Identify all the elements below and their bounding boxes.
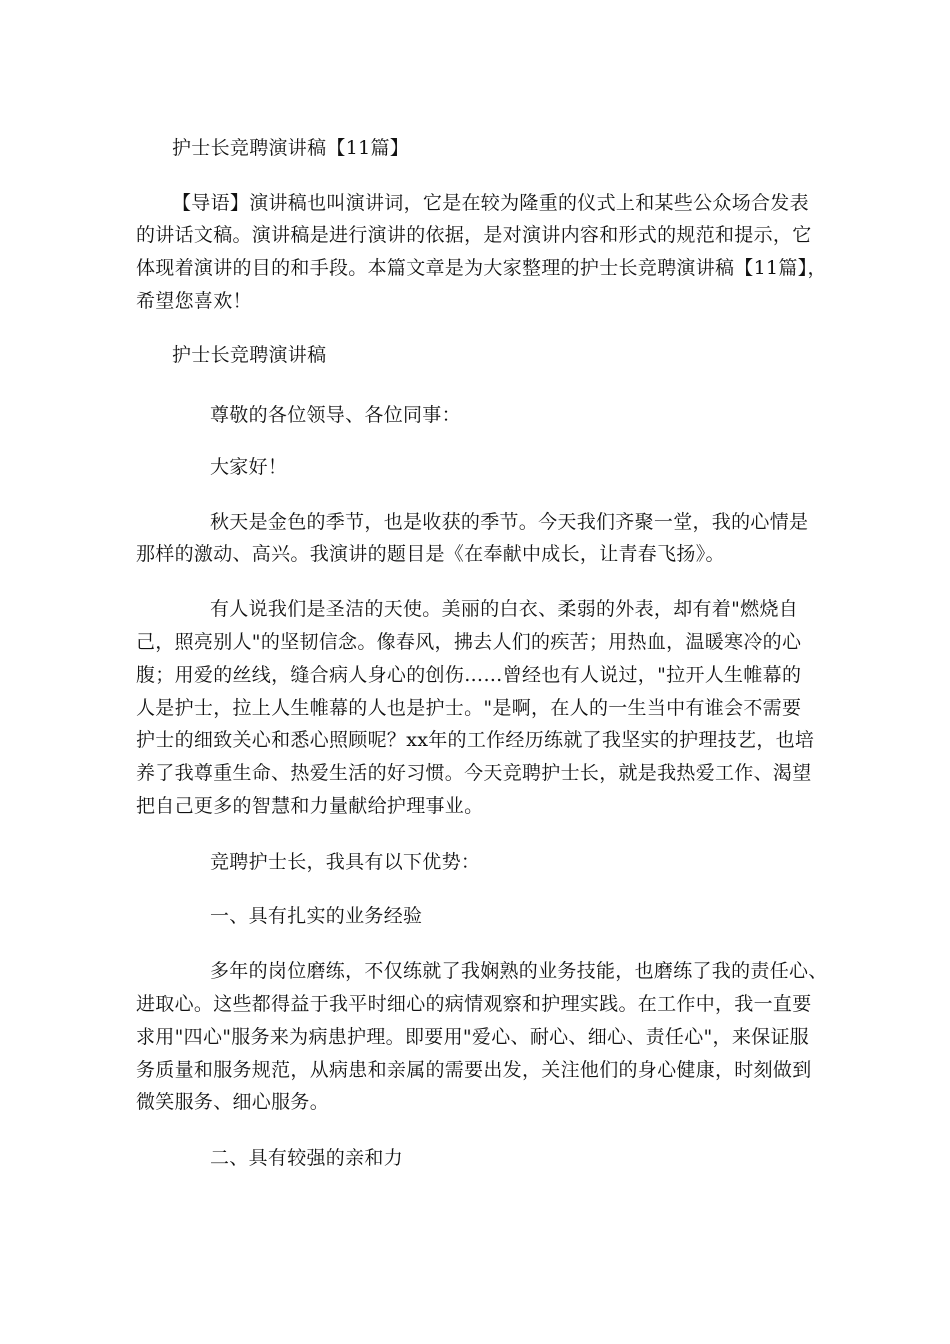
greeting: 大家好！ xyxy=(210,456,288,478)
intro-line-3: 体现着演讲的目的和手段。本篇文章是为大家整理的护士长竞聘演讲稿【11篇】， xyxy=(136,257,827,279)
intro-line-2: 的讲话文稿。演讲稿是进行演讲的依据，是对演讲内容和形式的规范和提示，它 xyxy=(136,224,812,246)
paragraph2-line-6: 养了我尊重生命、热爱生活的好习惯。今天竞聘护士长，就是我热爱工作、渴望 xyxy=(136,762,812,784)
section-title: 护士长竞聘演讲稿 xyxy=(172,344,327,366)
paragraph2-line-4: 人是护士，拉上人生帷幕的人也是护士。"是啊，在人的一生当中有谁会不需要 xyxy=(136,697,802,719)
paragraph3-line-2: 进取心。这些都得益于我平时细心的病情观察和护理实践。在工作中，我一直要 xyxy=(136,993,812,1015)
advantages-intro: 竞聘护士长，我具有以下优势： xyxy=(210,851,481,873)
paragraph1-line-1: 秋天是金色的季节，也是收获的季节。今天我们齐聚一堂，我的心情是 xyxy=(210,511,809,533)
document-title: 护士长竞聘演讲稿【11篇】 xyxy=(172,137,410,159)
paragraph2-line-5: 护士的细致关心和悉心照顾呢？xx年的工作经历练就了我坚实的护理技艺，也培 xyxy=(136,729,815,751)
salutation: 尊敬的各位领导、各位同事： xyxy=(210,404,461,426)
paragraph3-line-5: 微笑服务、细心服务。 xyxy=(136,1091,330,1113)
paragraph2-line-3: 腹；用爱的丝线，缝合病人身心的创伤……曾经也有人说过，"拉开人生帷幕的 xyxy=(136,664,802,686)
paragraph1-line-2: 那样的激动、高兴。我演讲的题目是《在奉献中成长，让青春飞扬》。 xyxy=(136,543,725,565)
paragraph2-line-2: 己，照亮别人"的坚韧信念。像春风，拂去人们的疾苦；用热血，温暖寒冷的心 xyxy=(136,631,802,653)
intro-line-1: 【导语】演讲稿也叫演讲词，它是在较为隆重的仪式上和某些公众场合发表 xyxy=(172,192,809,214)
paragraph3-line-3: 求用"四心"服务来为病患护理。即要用"爱心、耐心、细心、责任心"，来保证服 xyxy=(136,1026,810,1048)
paragraph3-line-4: 务质量和服务规范，从病患和亲属的需要出发，关注他们的身心健康，时刻做到 xyxy=(136,1059,812,1081)
paragraph2-line-1: 有人说我们是圣洁的天使。美丽的白衣、柔弱的外表，却有着"燃烧自 xyxy=(210,598,799,620)
paragraph2-line-7: 把自己更多的智慧和力量献给护理事业。 xyxy=(136,795,484,817)
intro-line-4: 希望您喜欢！ xyxy=(136,290,252,312)
paragraph3-line-1: 多年的岗位磨练，不仅练就了我娴熟的业务技能，也磨练了我的责任心、 xyxy=(210,960,828,982)
heading-2: 二、具有较强的亲和力 xyxy=(210,1147,404,1169)
heading-1: 一、具有扎实的业务经验 xyxy=(210,905,423,927)
